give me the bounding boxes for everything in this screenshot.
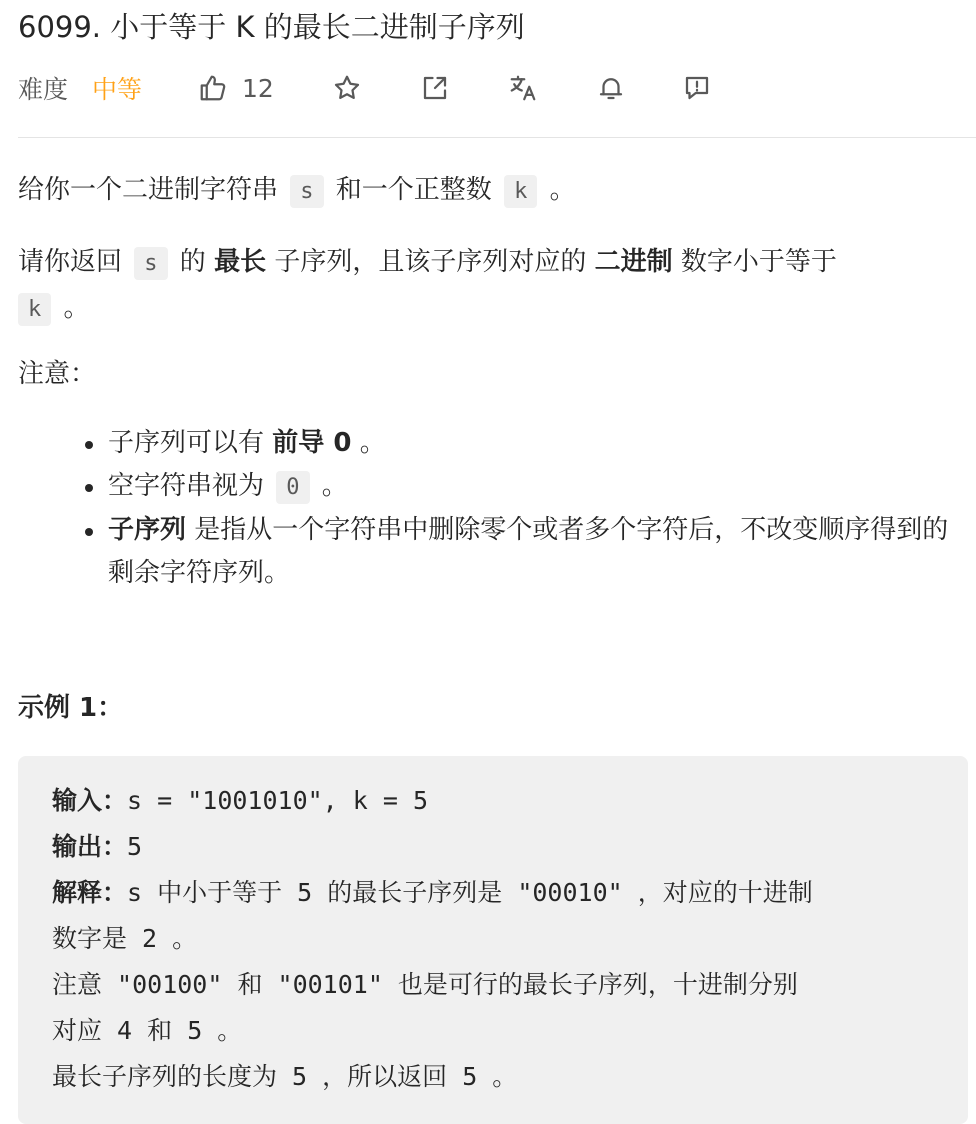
text: 。 [549,175,576,205]
star-icon [332,73,362,103]
feedback-icon [682,73,712,103]
list-item [108,465,968,509]
difficulty-badge: 中等 [92,75,143,104]
explanation-line: 对应 4 和 5 。 [52,1016,243,1045]
like-button[interactable] [198,73,274,103]
text: 和一个正整数 [335,175,492,205]
text: 。 [359,428,386,458]
explanation-line: s 中小于等于 5 的最长子序列是 "00010" ，对应的十进制 [127,878,813,907]
explanation-label: 解释： [52,878,128,907]
inline-code: k [504,175,537,208]
input-value: s = "1001010", k = 5 [127,786,429,815]
explanation-line: 注意 "00100" 和 "00101" 也是可行的最长子序列，十进制分别 [52,970,798,999]
text: 。 [321,471,348,501]
inline-code: k [18,293,51,326]
text: 请你返回 [18,247,123,277]
translate-icon [508,73,538,103]
bold-text: 子序列 [108,515,187,545]
page-title: 6099. 小于等于 K 的最长二进制子序列 [18,10,525,44]
inline-code: s [134,247,167,280]
bold-text: 前导 0 [272,428,352,458]
output-label: 输出： [52,832,128,861]
example-explanation [52,870,942,916]
thumbs-up-icon [198,73,228,103]
text: 。 [63,293,90,323]
output-value: 5 [127,832,143,861]
like-count: 12 [242,73,274,103]
bell-icon [596,73,626,103]
explanation-line: 数字是 2 。 [52,924,198,953]
bold-text: 最长 [214,247,267,277]
inline-code: s [290,175,323,208]
notes-list [18,422,968,595]
example-title: 示例 1： [18,693,124,723]
example-block [18,756,968,1124]
feedback-button[interactable] [682,73,712,103]
bold-text: 二进制 [594,247,673,277]
description-paragraph-2 [18,240,918,332]
problem-meta-bar [18,66,968,110]
favorite-button[interactable] [332,73,362,103]
translate-button[interactable] [508,73,538,103]
difficulty-label: 难度 [18,75,69,104]
share-icon [420,73,450,103]
note-label: 注意： [18,359,97,389]
input-label: 输入： [52,786,128,815]
example-output-line [52,824,942,870]
list-item [108,509,968,595]
example-input-line [52,778,942,824]
header-divider [18,137,976,138]
description-paragraph-1 [18,168,576,214]
text: 子序列，且该子序列对应的 [274,247,587,277]
text: 数字小于等于 [680,247,837,277]
text: 给你一个二进制字符串 [18,175,279,205]
list-item [108,422,968,465]
share-button[interactable] [420,73,450,103]
text: 空字符串视为 [108,471,265,501]
text: 是指从一个字符串中删除零个或者多个字符后，不改变顺序得到的剩余字符序列。 [108,515,949,588]
text: 的 [179,247,206,277]
inline-code: 0 [276,471,309,504]
explanation-line: 最长子序列的长度为 5 ，所以返回 5 。 [52,1062,518,1091]
text: 子序列可以有 [108,428,265,458]
notification-button[interactable] [596,73,626,103]
